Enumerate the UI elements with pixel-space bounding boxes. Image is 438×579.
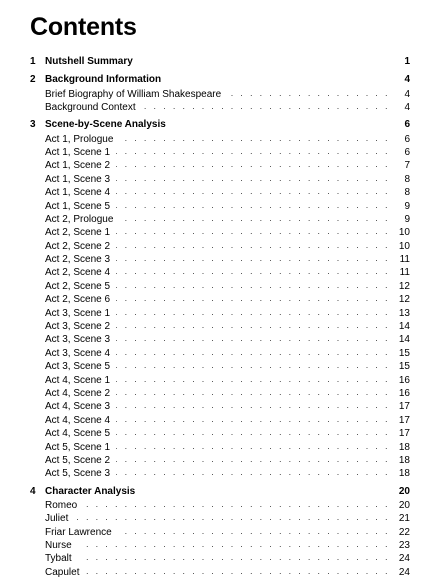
section-number: 4: [30, 485, 36, 497]
dot-leader: [119, 132, 390, 145]
dot-leader: [116, 386, 390, 399]
dot-leader: [116, 199, 390, 212]
entry-page-number: 22: [398, 526, 410, 538]
entry-title: Background Context: [45, 101, 136, 113]
toc-entry[interactable]: [30, 454, 410, 467]
dot-leader: [83, 498, 390, 511]
dot-leader: [116, 145, 390, 158]
section-number: 1: [30, 56, 36, 67]
entry-title: Act 3, Scene 1: [45, 307, 111, 319]
entry-title: Act 3, Scene 4: [45, 347, 111, 359]
entry-page-number: 15: [398, 361, 410, 373]
dot-leader: [116, 319, 390, 332]
toc-entry[interactable]: [30, 213, 410, 226]
dot-leader: [116, 158, 390, 171]
toc-entry[interactable]: [30, 552, 410, 565]
entry-title: Act 2, Scene 6: [45, 294, 111, 306]
toc-entry[interactable]: [30, 347, 410, 360]
section-title: Scene-by-Scene Analysis: [45, 119, 166, 131]
entry-page-number: 12: [398, 294, 410, 306]
toc-entry[interactable]: [30, 133, 410, 146]
toc-entry[interactable]: [30, 101, 410, 114]
dot-leader: [116, 440, 390, 453]
entry-title: Act 1, Scene 3: [45, 173, 111, 185]
section-title: Background Information: [45, 74, 162, 86]
dot-leader: [85, 565, 390, 578]
entry-page-number: 9: [404, 213, 410, 225]
entry-title: Juliet: [45, 513, 69, 525]
dot-leader: [116, 413, 390, 426]
toc-entry[interactable]: [30, 307, 410, 320]
toc-section-2[interactable]: [30, 73, 410, 87]
toc-entry[interactable]: [30, 441, 410, 454]
toc-section-1[interactable]: [30, 55, 410, 69]
entry-page-number: 6: [404, 133, 410, 145]
dot-leader: [78, 538, 390, 551]
section-number: 3: [30, 119, 36, 131]
section-page-number: 4: [404, 74, 410, 86]
dot-leader: [116, 426, 390, 439]
entry-page-number: 18: [398, 468, 410, 480]
toc-entry[interactable]: [30, 320, 410, 333]
toc-entry[interactable]: [30, 333, 410, 346]
entry-page-number: 8: [404, 187, 410, 199]
entry-title: Nurse: [45, 540, 72, 552]
toc-entry[interactable]: [30, 200, 410, 213]
entry-page-number: 4: [404, 88, 410, 100]
dot-leader: [227, 87, 390, 100]
toc-section-3[interactable]: [30, 118, 410, 132]
toc-entry[interactable]: [30, 360, 410, 373]
dot-leader: [116, 185, 390, 198]
entry-title: Act 2, Prologue: [45, 213, 114, 225]
entry-title: Act 5, Scene 2: [45, 454, 111, 466]
entry-title: Capulet: [45, 566, 80, 578]
entry-title: Act 3, Scene 5: [45, 361, 111, 373]
dot-leader: [119, 212, 390, 225]
entry-page-number: 13: [398, 307, 410, 319]
entry-title: Act 4, Scene 1: [45, 374, 111, 386]
dot-leader: [116, 292, 390, 305]
toc-entry[interactable]: [30, 253, 410, 266]
section-page-number: 6: [404, 119, 410, 131]
entry-page-number: 15: [398, 347, 410, 359]
entry-title: Act 1, Scene 4: [45, 187, 111, 199]
entry-title: Act 2, Scene 4: [45, 267, 111, 279]
toc-entry[interactable]: [30, 88, 410, 101]
entry-title: Act 2, Scene 1: [45, 227, 111, 239]
entry-page-number: 9: [404, 200, 410, 212]
entry-title: Act 1, Scene 1: [45, 146, 111, 158]
toc-section-4[interactable]: [30, 485, 410, 499]
dot-leader: [74, 511, 390, 524]
entry-page-number: 21: [398, 513, 410, 525]
toc-entry[interactable]: [30, 566, 410, 579]
entry-title: Act 4, Scene 2: [45, 387, 111, 399]
dot-leader: [118, 525, 390, 538]
toc-entry[interactable]: [30, 499, 410, 512]
entry-page-number: 14: [398, 321, 410, 333]
dot-leader: [116, 373, 390, 386]
section-number: 2: [30, 74, 36, 86]
entry-page-number: 8: [404, 173, 410, 185]
entry-title: Act 1, Scene 5: [45, 200, 111, 212]
toc-entry[interactable]: [30, 293, 410, 306]
toc-entry[interactable]: [30, 280, 410, 293]
dot-leader: [116, 346, 390, 359]
entry-title: Act 4, Scene 4: [45, 414, 111, 426]
entry-page-number: 18: [398, 441, 410, 453]
toc-entry[interactable]: [30, 173, 410, 186]
entry-title: Act 5, Scene 1: [45, 441, 111, 453]
entry-page-number: 10: [398, 227, 410, 239]
toc-entry[interactable]: [30, 374, 410, 387]
toc-entry[interactable]: [30, 512, 410, 525]
toc-entry[interactable]: [30, 400, 410, 413]
entry-page-number: 18: [398, 454, 410, 466]
entry-page-number: 11: [399, 267, 410, 279]
entry-title: Act 2, Scene 3: [45, 254, 111, 266]
entry-title: Romeo: [45, 499, 78, 511]
toc-entry[interactable]: [30, 526, 410, 539]
dot-leader: [116, 265, 390, 278]
entry-title: Act 2, Scene 2: [45, 240, 111, 252]
toc-entry[interactable]: [30, 226, 410, 239]
entry-page-number: 4: [404, 101, 410, 113]
entry-page-number: 10: [398, 240, 410, 252]
entry-page-number: 16: [398, 374, 410, 386]
dot-leader: [116, 225, 390, 238]
entry-title: Act 4, Scene 5: [45, 428, 111, 440]
entry-page-number: 23: [398, 540, 410, 552]
toc-entry[interactable]: [30, 427, 410, 440]
toc-entry[interactable]: [30, 266, 410, 279]
dot-leader: [116, 399, 390, 412]
toc-entry[interactable]: [30, 467, 410, 480]
entry-page-number: 6: [404, 146, 410, 158]
entry-title: Brief Biography of William Shakespeare: [45, 88, 222, 100]
entry-title: Friar Lawrence: [45, 526, 112, 538]
entry-page-number: 14: [398, 334, 410, 346]
dot-leader: [116, 279, 390, 292]
entry-page-number: 12: [398, 280, 410, 292]
toc-entry[interactable]: [30, 539, 410, 552]
entry-title: Act 2, Scene 5: [45, 280, 111, 292]
section-page-number: 1: [404, 56, 410, 67]
entry-page-number: 16: [398, 387, 410, 399]
dot-leader: [116, 332, 390, 345]
dot-leader: [142, 100, 390, 113]
entry-page-number: 20: [398, 499, 410, 511]
entry-page-number: 11: [399, 254, 410, 266]
toc-entry[interactable]: [30, 414, 410, 427]
dot-leader: [116, 172, 390, 185]
entry-page-number: 7: [404, 160, 410, 172]
dot-leader: [116, 306, 390, 319]
entry-title: Act 5, Scene 3: [45, 468, 111, 480]
entry-title: Act 1, Prologue: [45, 133, 114, 145]
toc-entry[interactable]: [30, 387, 410, 400]
entry-page-number: 24: [398, 553, 410, 565]
entry-title: Act 1, Scene 2: [45, 160, 111, 172]
toc-entry[interactable]: [30, 186, 410, 199]
section-title: Character Analysis: [45, 485, 136, 497]
toc-entry[interactable]: [30, 240, 410, 253]
section-page-number: 20: [398, 485, 410, 497]
toc-entry[interactable]: [30, 159, 410, 172]
section-title: Nutshell Summary: [45, 56, 133, 67]
entry-title: Act 3, Scene 2: [45, 321, 111, 333]
entry-page-number: 17: [398, 428, 410, 440]
dot-leader: [116, 239, 390, 252]
entry-page-number: 24: [398, 566, 410, 578]
toc-entry[interactable]: [30, 146, 410, 159]
entry-title: Act 3, Scene 3: [45, 334, 111, 346]
page-title: Contents: [30, 13, 137, 41]
dot-leader: [116, 466, 390, 479]
dot-leader: [116, 359, 390, 372]
entry-page-number: 17: [398, 414, 410, 426]
dot-leader: [116, 252, 390, 265]
table-of-contents: [30, 55, 410, 579]
dot-leader: [116, 453, 390, 466]
entry-title: Tybalt: [45, 553, 72, 565]
entry-page-number: 17: [398, 401, 410, 413]
dot-leader: [78, 551, 390, 564]
entry-title: Act 4, Scene 3: [45, 401, 111, 413]
